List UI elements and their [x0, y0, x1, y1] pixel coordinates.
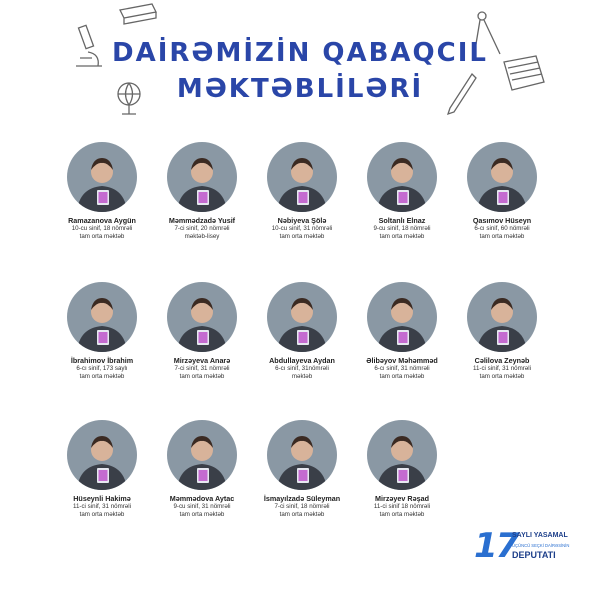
student-photo [67, 420, 137, 490]
student-photo [367, 142, 437, 212]
student-details: 7-ci sinif, 31 nömrəli tam orta məktəb [174, 365, 230, 380]
student-details: 9-cu sinif, 18 nömrəli tam orta məktəb [373, 225, 431, 240]
student-name: Abdullayeva Aydan [269, 356, 335, 365]
student-details: 6-cı sinif, 31 nömrəli tam orta məktəb [374, 365, 430, 380]
student-details: 9-cu sinif, 31 nömrəli tam orta məktəb [173, 503, 231, 518]
student-card [347, 282, 457, 381]
student-photo [67, 142, 137, 212]
deputy-logo [474, 528, 584, 568]
student-details: 11-ci sinif 18 nömrəli tam orta məktəb [373, 503, 431, 518]
logo-number: 17 [474, 526, 518, 566]
student-card [147, 420, 257, 519]
logo-line1: SAYLI YASAMAL [512, 532, 568, 539]
page-title-line2: MƏKTƏBLİLƏRİ [176, 74, 424, 104]
student-card [147, 142, 257, 241]
student-card [147, 282, 257, 381]
student-name: Hüseynli Hakimə [73, 494, 131, 503]
student-photo [267, 282, 337, 352]
student-name: İsmayılzadə Süleyman [263, 494, 341, 503]
logo-line3: DEPUTATI [512, 550, 556, 560]
student-photo [67, 282, 137, 352]
student-card [447, 282, 557, 381]
student-details: 6-cı sinif, 60 nömrəli tam orta məktəb [474, 225, 530, 240]
student-card [247, 420, 357, 519]
student-name: Cəlilova Zeynəb [474, 356, 530, 365]
student-card [447, 142, 557, 241]
student-name: Əlibəyov Məhəmməd [366, 356, 438, 365]
student-name: Qasımov Hüseyn [472, 216, 532, 225]
student-details: 7-ci sinif, 18 nömrəli tam orta məktəb [274, 503, 330, 518]
student-details: 6-cı sinif, 31nömrəli məktəb [275, 365, 329, 380]
student-card [47, 142, 157, 241]
page-title-line1: DAİRƏMİZİN QABAQCIL [112, 38, 488, 68]
student-card [47, 420, 157, 519]
student-name: Mirzəyev Rəşad [375, 494, 429, 503]
student-photo [167, 282, 237, 352]
student-details: 6-cı sinif, 173 saylı tam orta məktəb [76, 365, 128, 380]
student-details: 11-ci sinif, 31 nömrəli tam orta məktəb [472, 365, 531, 380]
student-name: Məmmədova Aytac [169, 494, 235, 503]
student-photo [367, 420, 437, 490]
student-card [247, 282, 357, 381]
student-name: Soltanlı Elnaz [378, 216, 426, 225]
logo-line2: ÜÇÜNCÜ SEÇKİ DAİRƏSİNİN [512, 543, 570, 548]
student-photo [467, 282, 537, 352]
student-photo [467, 142, 537, 212]
student-photo [167, 142, 237, 212]
student-name: İbrahimov İbrahim [70, 356, 134, 365]
student-card [347, 142, 457, 241]
student-details: 10-cu sinif, 31 nömrəli tam orta məktəb [271, 225, 333, 240]
student-photo [267, 420, 337, 490]
student-name: Ramazanova Aygün [68, 216, 136, 225]
student-photo [367, 282, 437, 352]
student-details: 11-ci sinif, 31 nömrəli tam orta məktəb [72, 503, 131, 518]
student-details: 10-cu sinif, 18 nömrəli tam orta məktəb [71, 225, 133, 240]
student-name: Nəbiyeva Şölə [277, 216, 327, 225]
student-details: 7-ci sinif, 20 nömrəli məktəb-lisey [174, 225, 230, 240]
student-name: Məmmədzadə Yusif [168, 216, 236, 225]
student-photo [267, 142, 337, 212]
student-card [247, 142, 357, 241]
student-card [347, 420, 457, 519]
student-photo [167, 420, 237, 490]
student-name: Mirzəyeva Anarə [173, 356, 231, 365]
student-card [47, 282, 157, 381]
